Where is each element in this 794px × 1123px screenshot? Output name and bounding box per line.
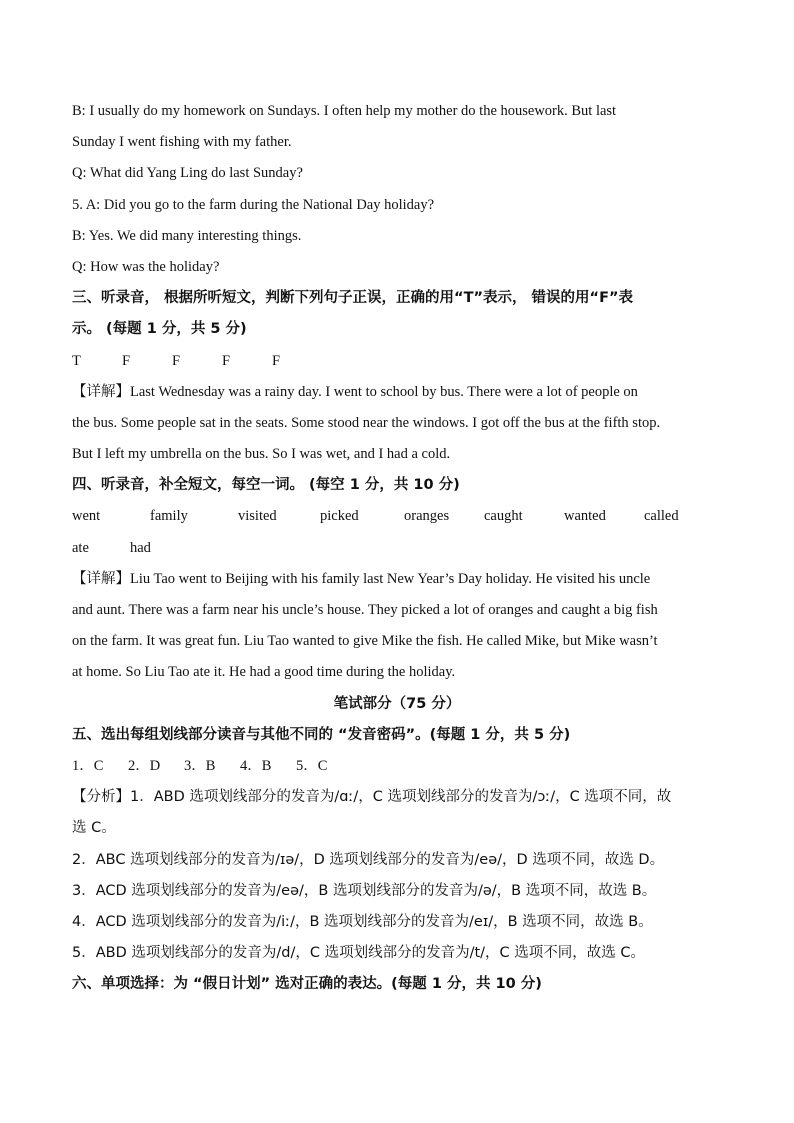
dialog-line-5: B: Yes. We did many interesting things. xyxy=(72,227,302,244)
section3-detail-line-3: But I left my umbrella on the bus. So I was wet, and I had a cold. xyxy=(72,446,451,463)
section4-detail-line-3: on the farm. It was great fun. Liu Tao wanted to give Mike the fish. He called Mike, but Mike wasn’t xyxy=(72,633,658,650)
section3-detail-line-1: 【详解】Last Wednesday was a rainy day. I went to school by bus. There were a lot of people on xyxy=(72,383,638,400)
section5-analysis-5: 5．ABD 选项划线部分的发音为/d/，C 选项划线部分的发音为/t/，C 选项不同，故选 C。 xyxy=(72,945,645,962)
answer-item: F xyxy=(272,352,281,369)
answer-item: 5．C xyxy=(296,757,328,774)
answer-word: went xyxy=(72,508,101,525)
section3-title-line-2: 示。 (每题 1 分，共 5 分) xyxy=(72,321,247,338)
answer-word: caught xyxy=(484,508,523,525)
section5-analysis-1-line-2: 选 C。 xyxy=(72,820,116,837)
section6-title: 六、单项选择：为 “假日计划” 选对正确的表达。(每题 1 分，共 10 分) xyxy=(72,976,542,993)
section5-analysis-4: 4．ACD 选项划线部分的发音为/iː/，B 选项划线部分的发音为/eɪ/，B 选项不同，故选 B。 xyxy=(72,913,653,930)
answer-word: ate xyxy=(72,539,89,556)
answer-item: 2．D xyxy=(128,757,161,774)
written-part-title: 笔试部分（75 分） xyxy=(333,695,461,712)
answer-word: called xyxy=(644,508,679,525)
section4-detail-line-2: and aunt. There was a farm near his uncle’s house. They picked a lot of oranges and caught a big fish xyxy=(72,602,658,618)
section4-detail-line-4: at home. So Liu Tao ate it. He had a good time during the holiday. xyxy=(72,664,456,681)
section5-answers xyxy=(72,751,722,782)
answer-item: 3．B xyxy=(184,757,216,774)
answer-word: family xyxy=(150,508,188,525)
section4-words-row-1 xyxy=(72,501,722,532)
section3-answers xyxy=(72,346,722,377)
answer-item: F xyxy=(172,352,181,369)
answer-word: wanted xyxy=(564,508,606,525)
section3-detail-line-2: the bus. Some people sat in the seats. Some stood near the windows. I got off the bus at the fifth stop. xyxy=(72,414,661,431)
section5-analysis-2: 2．ABC 选项划线部分的发音为/ɪə/，D 选项划线部分的发音为/eə/，D 选项不同，故选 D。 xyxy=(72,851,665,868)
section3-title-line-1: 三、听录音， 根据所听短文，判断下列句子正误，正确的用“T”表示， 错误的用“F”表 xyxy=(72,290,634,307)
section5-title: 五、选出每组划线部分读音与其他不同的 “发音密码”。(每题 1 分，共 5 分) xyxy=(72,726,571,743)
answer-item: 4．B xyxy=(240,757,272,774)
dialog-line-1: B: I usually do my homework on Sundays. I often help my mother do the housework. But last xyxy=(72,103,617,119)
answer-item: F xyxy=(222,352,231,369)
dialog-line-6: Q: How was the holiday? xyxy=(72,258,220,275)
answer-item: 1．C xyxy=(72,757,104,774)
section4-words-row-2 xyxy=(72,533,722,564)
dialog-line-4: 5. A: Did you go to the farm during the National Day holiday? xyxy=(72,196,435,213)
section5-analysis-3: 3．ACD 选项划线部分的发音为/eə/，B 选项划线部分的发音为/ə/，B 选项不同，故选 B。 xyxy=(72,882,657,899)
answer-word: oranges xyxy=(404,508,450,525)
answer-word: picked xyxy=(320,508,359,525)
answer-word: visited xyxy=(238,508,277,525)
answer-word: had xyxy=(130,539,151,556)
dialog-line-2: Sunday I went fishing with my father. xyxy=(72,134,292,151)
document-page xyxy=(72,96,722,1000)
section5-analysis-1-line-1: 【分析】1．ABD 选项划线部分的发音为/ɑː/，C 选项划线部分的发音为/ɔː/，C 选项不同，故 xyxy=(72,789,672,806)
section4-detail-line-1: 【详解】Liu Tao went to Beijing with his family last New Year’s Day holiday. He visited his uncle xyxy=(72,570,651,587)
answer-item: F xyxy=(122,352,131,369)
section4-title: 四、听录音，补全短文，每空一词。 (每空 1 分，共 10 分) xyxy=(72,477,460,494)
dialog-line-3: Q: What did Yang Ling do last Sunday? xyxy=(72,165,303,182)
answer-item: T xyxy=(72,352,81,369)
